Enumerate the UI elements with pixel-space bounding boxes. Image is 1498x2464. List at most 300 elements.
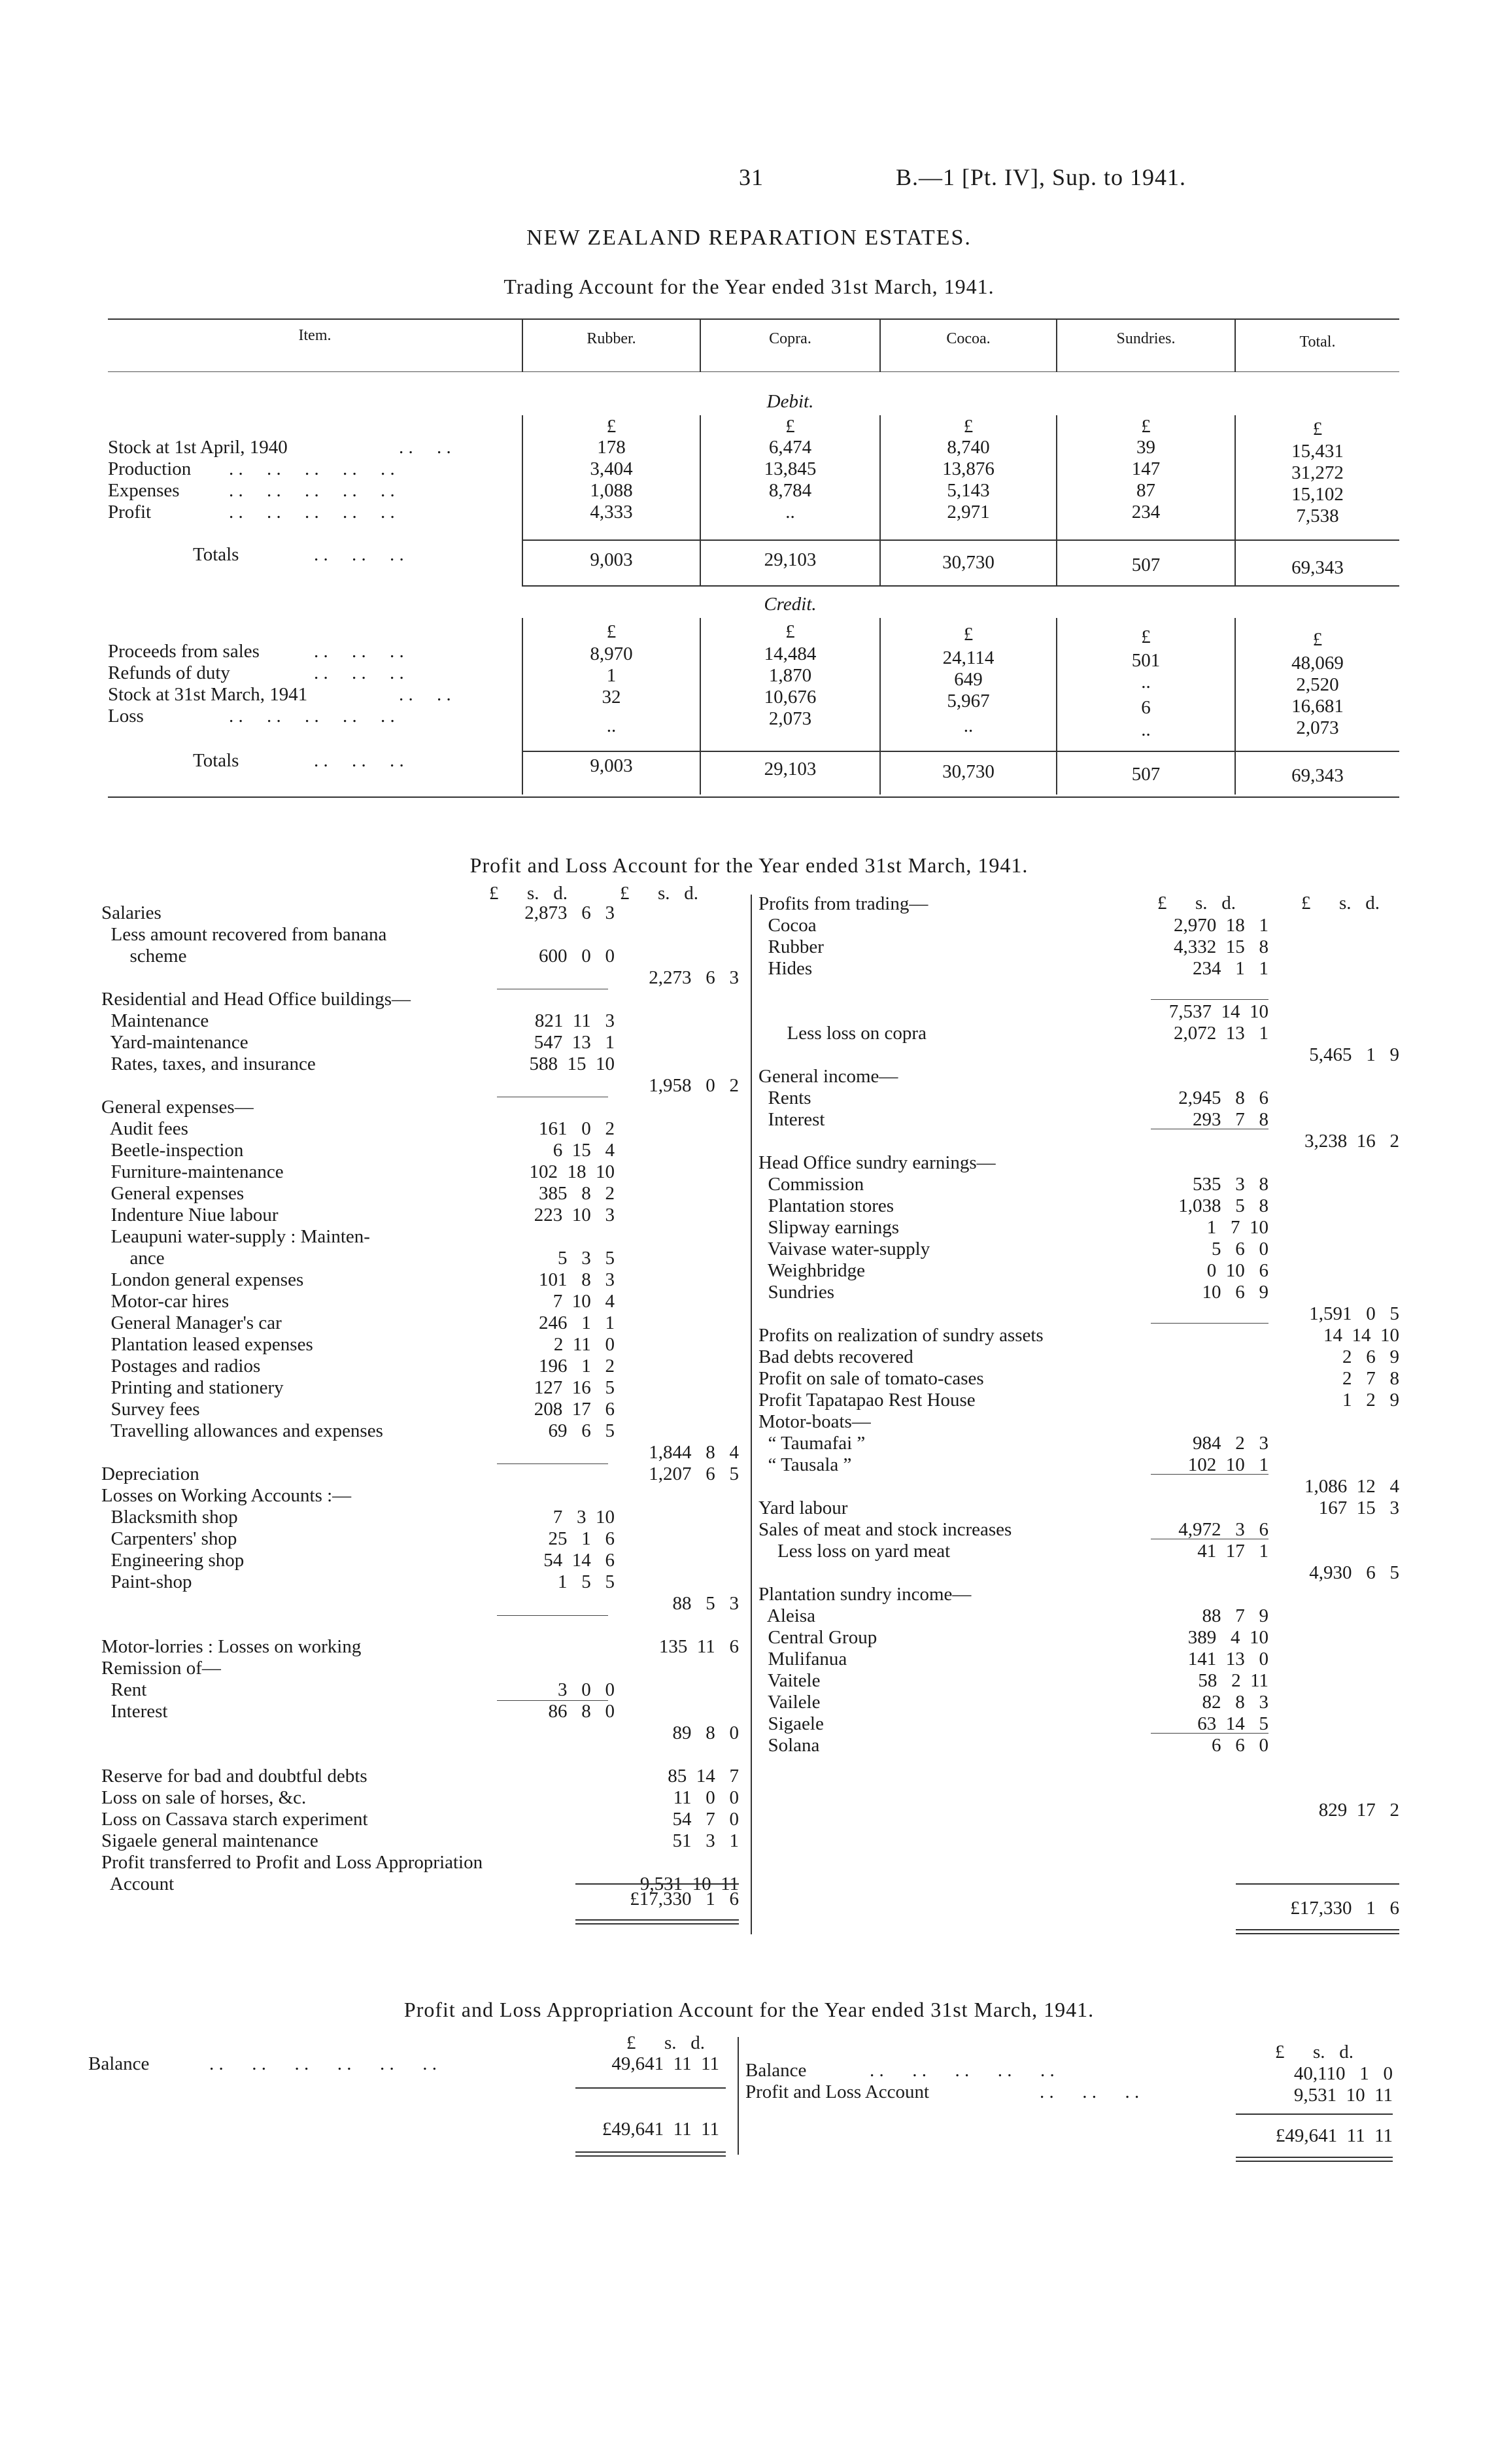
copra-cell: 2,073 bbox=[768, 708, 812, 729]
pl-amount bbox=[575, 1010, 739, 1032]
pl-amount bbox=[1242, 936, 1399, 958]
pl-amount bbox=[575, 1140, 739, 1161]
pl-line-label: Sigaele bbox=[758, 1713, 824, 1734]
cocoa-cell: 8,740 bbox=[947, 437, 990, 458]
pl-amount bbox=[575, 1205, 739, 1226]
total-cell: 48,069 bbox=[1291, 653, 1344, 674]
pl-amount: 69 6 5 bbox=[548, 1420, 615, 1441]
copra-cell: 10,676 bbox=[764, 687, 817, 708]
pl-line-label: Printing and stationery bbox=[101, 1377, 284, 1398]
appropriation-right-total: £49,641 11 11 bbox=[1275, 2125, 1393, 2146]
pl-amount: 141 13 0 bbox=[1187, 1649, 1268, 1669]
pound-sign: £ bbox=[963, 624, 974, 645]
pl-amount bbox=[1242, 1109, 1399, 1131]
total-cell: 16,681 bbox=[1291, 696, 1344, 717]
total-cell: 7,538 bbox=[1296, 505, 1339, 526]
pl-line-label: Plantation leased expenses bbox=[101, 1334, 313, 1355]
pl-amount: 102 18 10 bbox=[529, 1161, 615, 1182]
pl-line-label bbox=[101, 1744, 585, 1766]
pl-line-label: Vaitele bbox=[758, 1670, 821, 1691]
trading-title: Trading Account for the Year ended 31st March, 1941. bbox=[503, 275, 995, 298]
pl-amount bbox=[575, 1032, 739, 1053]
pl-amount bbox=[575, 1399, 739, 1420]
total-cell: 2,520 bbox=[1296, 674, 1339, 695]
pl-amount bbox=[1242, 1152, 1399, 1174]
total-cell: 69,343 bbox=[1291, 765, 1344, 786]
pl-amount: 82 8 3 bbox=[1202, 1692, 1268, 1713]
pl-amount: 5 3 5 bbox=[558, 1248, 615, 1269]
sundries-cell: 6 bbox=[1141, 697, 1151, 718]
pl-amount bbox=[1242, 1605, 1399, 1627]
pl-amount: 58 2 11 bbox=[1198, 1670, 1268, 1691]
pl-amount: 246 1 1 bbox=[539, 1312, 615, 1333]
pl-amount bbox=[575, 1852, 739, 1874]
pl-amount bbox=[575, 1701, 739, 1722]
appropriation-right-value: 9,531 10 11 bbox=[1293, 2085, 1393, 2106]
pl-line-label: Motor-car hires bbox=[101, 1291, 230, 1312]
copra-cell: 6,474 bbox=[768, 437, 812, 458]
rubber-cell: 8,970 bbox=[590, 643, 633, 664]
pl-amount bbox=[575, 1053, 739, 1075]
pl-line-label: Slipway earnings bbox=[758, 1217, 900, 1238]
sundries-cell: .. bbox=[1141, 719, 1151, 740]
pl-title: Profit and Loss Account for the Year ended 31st March, 1941. bbox=[469, 853, 1029, 877]
pound-sign: £ bbox=[785, 621, 795, 642]
pl-line-label: Loss on Cassava starch experiment bbox=[101, 1809, 368, 1830]
pl-amount bbox=[1242, 980, 1399, 1001]
total-cell: 15,102 bbox=[1291, 484, 1344, 505]
row-item: Loss bbox=[108, 706, 144, 727]
total-cell: 15,431 bbox=[1291, 441, 1344, 462]
pl-amount bbox=[575, 946, 739, 967]
sundries-cell: 147 bbox=[1131, 458, 1161, 479]
cocoa-cell: 5,967 bbox=[947, 691, 990, 711]
pl-amount: 25 1 6 bbox=[548, 1528, 615, 1549]
row-item: Stock at 1st April, 1940 bbox=[108, 437, 288, 458]
pound-sign: £ bbox=[963, 416, 974, 437]
pl-amount: 389 4 10 bbox=[1187, 1627, 1268, 1648]
lsd-header: £ s. d. bbox=[489, 883, 568, 904]
pl-line-label: Bad debts recovered bbox=[758, 1346, 913, 1367]
pl-line-label: General expenses bbox=[101, 1183, 245, 1204]
pl-line-label: Engineering shop bbox=[101, 1550, 245, 1571]
pl-amount bbox=[1242, 1541, 1399, 1562]
pl-amount: 54 7 0 bbox=[672, 1809, 739, 1830]
pl-line-label: Rent bbox=[101, 1679, 147, 1700]
col-item: Item. bbox=[298, 327, 332, 344]
copra-cell: 13,845 bbox=[764, 458, 817, 479]
pl-right-outer bbox=[1242, 893, 1399, 1821]
pl-amount: 547 13 1 bbox=[534, 1032, 615, 1053]
col-sundries: Sundries. bbox=[1116, 330, 1176, 347]
pl-amount: 14 14 10 bbox=[1323, 1325, 1399, 1346]
col-cocoa: Cocoa. bbox=[946, 330, 991, 347]
pl-amount: 829 17 2 bbox=[1318, 1800, 1399, 1821]
pl-amount: 1,038 5 8 bbox=[1178, 1195, 1268, 1216]
pl-amount: 7 10 4 bbox=[553, 1291, 615, 1312]
pl-amount bbox=[575, 1420, 739, 1442]
pl-amount: 196 1 2 bbox=[539, 1356, 615, 1377]
pl-line-label: Commission bbox=[758, 1174, 864, 1195]
pl-line-label: Less amount recovered from banana bbox=[101, 924, 387, 945]
pound-sign: £ bbox=[606, 416, 617, 437]
sundries-cell: .. bbox=[1141, 672, 1151, 693]
pl-line-label: Interest bbox=[101, 1701, 168, 1722]
pl-line-label: Depreciation bbox=[101, 1463, 199, 1484]
pl-line-label: General expenses— bbox=[101, 1097, 254, 1118]
pl-amount bbox=[575, 1485, 739, 1507]
copra-cell: 29,103 bbox=[764, 549, 817, 570]
pl-amount bbox=[1242, 1454, 1399, 1476]
lsd-header: £ s. d. bbox=[1157, 893, 1236, 914]
pl-amount: 89 8 0 bbox=[672, 1722, 739, 1743]
cocoa-cell: 24,114 bbox=[942, 647, 995, 668]
pl-amount bbox=[1242, 1649, 1399, 1670]
lsd-header: £ s. d. bbox=[626, 2032, 706, 2053]
sundries-cell: 234 bbox=[1131, 502, 1161, 522]
pl-amount: 7,537 14 10 bbox=[1168, 1001, 1268, 1022]
cocoa-cell: 30,730 bbox=[942, 761, 995, 782]
copra-cell: 29,103 bbox=[764, 759, 817, 779]
pl-line-label: Less loss on copra bbox=[758, 1023, 927, 1044]
pl-amount bbox=[1242, 1584, 1399, 1605]
pl-amount: 6 15 4 bbox=[553, 1140, 615, 1161]
pl-amount: 293 7 8 bbox=[1193, 1109, 1268, 1130]
sundries-cell: 507 bbox=[1131, 555, 1161, 575]
pl-amount: 984 2 3 bbox=[1193, 1433, 1268, 1454]
pound-sign: £ bbox=[1312, 629, 1323, 650]
pl-amount bbox=[1242, 1282, 1399, 1303]
pl-line-label: Furniture-maintenance bbox=[101, 1161, 284, 1182]
pl-amount bbox=[575, 902, 739, 924]
pl-line-label: London general expenses bbox=[101, 1269, 304, 1290]
pl-line-label: Aleisa bbox=[758, 1605, 815, 1626]
pl-amount bbox=[575, 1097, 739, 1118]
total-cell: 2,073 bbox=[1296, 717, 1339, 738]
pl-amount: 161 0 2 bbox=[539, 1118, 615, 1139]
pl-amount: 88 7 9 bbox=[1202, 1605, 1268, 1626]
pl-amount: 41 17 1 bbox=[1197, 1541, 1268, 1562]
total-cell: 69,343 bbox=[1291, 557, 1344, 578]
row-item: Totals bbox=[193, 750, 239, 771]
pl-amount bbox=[1242, 1735, 1399, 1756]
row-item: Production bbox=[108, 458, 192, 479]
copra-cell: 8,784 bbox=[768, 480, 812, 501]
pl-amount bbox=[575, 1377, 739, 1399]
pl-amount bbox=[575, 1528, 739, 1550]
pl-amount: 2 6 9 bbox=[1342, 1346, 1399, 1367]
pl-amount: 167 15 3 bbox=[1318, 1497, 1399, 1518]
row-item: Proceeds from sales bbox=[108, 641, 260, 662]
pl-amount: 3 0 0 bbox=[558, 1679, 615, 1700]
pl-line-label: Motor-lorries : Losses on working bbox=[101, 1636, 362, 1657]
pl-line-label: Survey fees bbox=[101, 1399, 200, 1420]
pl-amount: 86 8 0 bbox=[548, 1701, 615, 1722]
debit-label: Debit. bbox=[766, 391, 814, 412]
pl-line-label: Travelling allowances and expenses bbox=[101, 1420, 383, 1441]
pl-amount bbox=[575, 1248, 739, 1269]
rubber-cell: 3,404 bbox=[590, 458, 633, 479]
pl-amount: 88 5 3 bbox=[672, 1593, 739, 1614]
row-item: Totals bbox=[193, 544, 239, 565]
pl-amount bbox=[575, 1356, 739, 1377]
pl-line-label: Profits on realization of sundry assets bbox=[758, 1325, 1044, 1346]
pl-line-label: Reserve for bad and doubtful debts bbox=[101, 1766, 367, 1787]
pl-line-label: Yard-maintenance bbox=[101, 1032, 248, 1053]
pl-line-label: Hides bbox=[758, 958, 813, 979]
col-rubber: Rubber. bbox=[587, 330, 636, 347]
row-item: Stock at 31st March, 1941 bbox=[108, 684, 308, 705]
pl-line-label: Blacksmith shop bbox=[101, 1507, 238, 1528]
pl-amount: 2,970 18 1 bbox=[1174, 915, 1268, 936]
pl-line-label bbox=[101, 1722, 585, 1744]
pl-amount: 2,873 6 3 bbox=[524, 902, 615, 923]
pl-line-label: Motor-boats— bbox=[758, 1411, 871, 1432]
pl-amount: 4,930 6 5 bbox=[1309, 1562, 1399, 1583]
pl-line-label: Account bbox=[101, 1874, 175, 1894]
pl-amount bbox=[575, 1226, 739, 1248]
pl-amount: 11 0 0 bbox=[673, 1787, 739, 1808]
pl-amount: 1 7 10 bbox=[1206, 1217, 1268, 1238]
pl-amount: 1,958 0 2 bbox=[649, 1075, 739, 1096]
pl-line-label: Sales of meat and stock increases bbox=[758, 1519, 1012, 1540]
pl-amount bbox=[575, 1118, 739, 1140]
org-title: NEW ZEALAND REPARATION ESTATES. bbox=[526, 226, 972, 250]
pound-sign: £ bbox=[606, 621, 617, 642]
pl-left-total: £17,330 1 6 bbox=[630, 1889, 739, 1909]
pl-amount: 1,086 12 4 bbox=[1304, 1476, 1399, 1497]
rubber-cell: 1 bbox=[606, 665, 617, 686]
pl-line-label: “ Tausala ” bbox=[758, 1454, 852, 1475]
pl-line-label: “ Taumafai ” bbox=[758, 1433, 866, 1454]
pl-amount bbox=[575, 1571, 739, 1593]
pl-amount bbox=[1242, 1195, 1399, 1217]
pl-line-label: Cocoa bbox=[758, 915, 817, 936]
pl-amount bbox=[575, 1615, 739, 1636]
pl-amount: 234 1 1 bbox=[1193, 958, 1268, 979]
pl-amount: 2 7 8 bbox=[1342, 1368, 1399, 1389]
pl-right-total: £17,330 1 6 bbox=[1290, 1898, 1399, 1919]
pl-amount: 7 3 10 bbox=[553, 1507, 615, 1528]
sundries-cell: 39 bbox=[1136, 437, 1155, 458]
pl-amount: 127 16 5 bbox=[534, 1377, 615, 1398]
appropriation-left-label: Balance bbox=[88, 2053, 150, 2074]
pl-amount bbox=[1242, 893, 1399, 915]
rubber-cell: 4,333 bbox=[590, 502, 633, 522]
pl-amount bbox=[1242, 1217, 1399, 1239]
pl-amount bbox=[575, 1269, 739, 1291]
pl-amount bbox=[575, 1507, 739, 1528]
pl-line-label: Paint-shop bbox=[101, 1571, 192, 1592]
rubber-cell: 32 bbox=[602, 687, 621, 708]
pl-amount: 2,273 6 3 bbox=[649, 967, 739, 988]
cocoa-cell: 2,971 bbox=[947, 502, 990, 522]
pl-amount: 6 6 0 bbox=[1212, 1735, 1268, 1756]
copra-cell: 14,484 bbox=[764, 643, 817, 664]
pl-amount: 588 15 10 bbox=[529, 1053, 615, 1074]
pl-amount: 102 10 1 bbox=[1187, 1454, 1268, 1475]
row-item: Expenses bbox=[108, 480, 180, 501]
sundries-cell: 87 bbox=[1136, 480, 1155, 501]
pl-amount: 0 10 6 bbox=[1206, 1260, 1268, 1281]
pl-line-label: Vaivase water-supply bbox=[758, 1239, 930, 1259]
pl-amount bbox=[1242, 1778, 1399, 1800]
lsd-header: £ s. d. bbox=[620, 883, 699, 904]
pl-line-label: Central Group bbox=[758, 1627, 877, 1648]
pl-line-label: Rents bbox=[758, 1087, 811, 1108]
pl-line-label: Carpenters' shop bbox=[101, 1528, 237, 1549]
pound-sign: £ bbox=[1141, 416, 1151, 437]
pl-line-label: Sigaele general maintenance bbox=[101, 1830, 318, 1851]
pl-amount: 5,465 1 9 bbox=[1309, 1044, 1399, 1065]
pl-amount: 135 11 6 bbox=[658, 1636, 739, 1657]
pl-line-label: Solana bbox=[758, 1735, 820, 1756]
pl-amount bbox=[575, 1658, 739, 1679]
pl-amount bbox=[575, 1183, 739, 1205]
pl-amount bbox=[1242, 1001, 1399, 1023]
pl-amount: 101 8 3 bbox=[539, 1269, 615, 1290]
pl-line-label: Profit Tapatapao Rest House bbox=[758, 1390, 976, 1411]
pl-line-label: Profit transferred to Profit and Loss Appropriation bbox=[101, 1852, 483, 1873]
pl-amount: 1,844 8 4 bbox=[649, 1442, 739, 1463]
pl-amount bbox=[1242, 1023, 1399, 1044]
pl-amount: 1,591 0 5 bbox=[1309, 1303, 1399, 1324]
pl-amount bbox=[575, 1679, 739, 1701]
pl-line-label: Plantation stores bbox=[758, 1195, 894, 1216]
col-total: Total. bbox=[1299, 334, 1336, 351]
pl-line-label: Sundries bbox=[758, 1282, 834, 1303]
appropriation-right-label: Balance bbox=[745, 2060, 807, 2081]
pl-line-label: Mulifanua bbox=[758, 1649, 847, 1669]
pl-amount bbox=[1242, 915, 1399, 936]
pl-amount: 223 10 3 bbox=[534, 1205, 615, 1225]
pl-amount bbox=[1242, 1411, 1399, 1433]
pl-line-label: General income— bbox=[758, 1066, 898, 1087]
pl-line-label: General Manager's car bbox=[101, 1312, 282, 1333]
page-number: 31 bbox=[739, 164, 764, 190]
pl-amount: 1 5 5 bbox=[558, 1571, 615, 1592]
pl-line-label: Maintenance bbox=[101, 1010, 209, 1031]
pl-amount bbox=[575, 1291, 739, 1312]
pl-amount bbox=[575, 1312, 739, 1334]
pl-amount: 51 3 1 bbox=[672, 1830, 739, 1851]
appropriation-left-total: £49,641 11 11 bbox=[602, 2119, 719, 2140]
pound-sign: £ bbox=[785, 416, 795, 437]
pl-amount bbox=[575, 1161, 739, 1183]
pl-line-label: Less loss on yard meat bbox=[758, 1541, 951, 1562]
lsd-header: £ s. d. bbox=[1275, 2042, 1354, 2062]
pl-line-label: Plantation sundry income— bbox=[758, 1584, 972, 1605]
pl-amount: 10 6 9 bbox=[1202, 1282, 1268, 1303]
pl-amount: 2,072 13 1 bbox=[1174, 1023, 1268, 1044]
rubber-cell: 178 bbox=[597, 437, 626, 458]
cocoa-cell: 13,876 bbox=[942, 458, 995, 479]
appropriation-title: Profit and Loss Appropriation Account for the Year ended 31st March, 1941. bbox=[403, 1998, 1095, 2021]
pl-line-label: Profit on sale of tomato-cases bbox=[758, 1368, 984, 1389]
row-item: Refunds of duty bbox=[108, 662, 230, 683]
pl-amount: 535 3 8 bbox=[1193, 1174, 1268, 1195]
pl-line-label: Residential and Head Office buildings— bbox=[101, 989, 411, 1010]
sundries-cell: 501 bbox=[1131, 650, 1161, 671]
pl-amount: 821 11 3 bbox=[534, 1010, 615, 1031]
pl-line-label: Weighbridge bbox=[758, 1260, 866, 1281]
pl-line-label: Salaries bbox=[101, 902, 162, 923]
pound-sign: £ bbox=[1312, 419, 1323, 439]
col-copra: Copra. bbox=[769, 330, 811, 347]
pl-amount: 3,238 16 2 bbox=[1304, 1131, 1399, 1152]
sundries-cell: 507 bbox=[1131, 764, 1161, 785]
rubber-cell: 1,088 bbox=[590, 480, 633, 501]
pl-line-label: Loss on sale of horses, &c. bbox=[101, 1787, 307, 1808]
pl-line-label: Vailele bbox=[758, 1692, 821, 1713]
cocoa-cell: 30,730 bbox=[942, 552, 995, 573]
pl-amount: 54 14 6 bbox=[543, 1550, 615, 1571]
pl-amount bbox=[1242, 958, 1399, 980]
pl-line-label: Yard labour bbox=[758, 1497, 848, 1518]
appropriation-left-value: 49,641 11 11 bbox=[611, 2053, 719, 2074]
pl-amount: 2,945 8 6 bbox=[1178, 1087, 1268, 1108]
pl-amount: 4,332 15 8 bbox=[1174, 936, 1268, 957]
appropriation-right-value: 40,110 1 0 bbox=[1293, 2063, 1393, 2084]
pl-line-label: Indenture Niue labour bbox=[101, 1205, 279, 1225]
appropriation-right-label: Profit and Loss Account bbox=[745, 2081, 930, 2102]
cocoa-cell: 649 bbox=[954, 669, 983, 690]
cocoa-cell: 5,143 bbox=[947, 480, 990, 501]
pl-amount bbox=[575, 1744, 739, 1766]
pl-line-label: Remission of— bbox=[101, 1658, 221, 1679]
pl-amount bbox=[1242, 1087, 1399, 1109]
pl-amount bbox=[1242, 1066, 1399, 1087]
pl-line-label: Rubber bbox=[758, 936, 824, 957]
credit-label: Credit. bbox=[764, 594, 817, 615]
pl-line-label: Audit fees bbox=[101, 1118, 188, 1139]
pl-line-label: Rates, taxes, and insurance bbox=[101, 1053, 316, 1074]
pl-line-label: Interest bbox=[758, 1109, 825, 1130]
pl-amount: 208 17 6 bbox=[534, 1399, 615, 1420]
pl-amount: 600 0 0 bbox=[539, 946, 615, 967]
cocoa-cell: .. bbox=[963, 715, 974, 736]
pl-amount bbox=[575, 924, 739, 946]
pl-amount bbox=[1242, 1260, 1399, 1282]
pl-amount: 4,972 3 6 bbox=[1178, 1519, 1268, 1540]
pl-line-label: Beetle-inspection bbox=[101, 1140, 244, 1161]
rubber-cell: 9,003 bbox=[590, 755, 633, 776]
pl-amount bbox=[1242, 1519, 1399, 1541]
document-reference: B.—1 [Pt. IV], Sup. to 1941. bbox=[896, 164, 1187, 190]
pl-line-label: Profits from trading— bbox=[758, 893, 928, 914]
pl-amount: 63 14 5 bbox=[1197, 1713, 1268, 1734]
pl-line-label: Postages and radios bbox=[101, 1356, 261, 1377]
pl-line-label: scheme bbox=[101, 946, 187, 967]
pl-amount: 1 2 9 bbox=[1342, 1390, 1399, 1411]
pl-amount bbox=[1242, 1692, 1399, 1713]
pl-amount bbox=[575, 989, 739, 1010]
pl-amount: 385 8 2 bbox=[539, 1183, 615, 1204]
pound-sign: £ bbox=[1141, 626, 1151, 647]
pl-amount: 9,531 10 11 bbox=[639, 1874, 739, 1894]
rubber-cell: .. bbox=[606, 715, 617, 736]
pl-amount bbox=[1242, 1713, 1399, 1735]
pl-amount bbox=[1242, 1433, 1399, 1454]
copra-cell: 1,870 bbox=[768, 665, 812, 686]
pl-line-label: Leaupuni water-supply : Mainten- bbox=[101, 1226, 370, 1247]
pl-amount bbox=[1242, 1239, 1399, 1260]
pl-amount: 2 11 0 bbox=[553, 1334, 615, 1355]
pl-line-label: Losses on Working Accounts :— bbox=[101, 1485, 352, 1506]
pl-amount bbox=[1242, 1627, 1399, 1649]
total-cell: 31,272 bbox=[1291, 462, 1344, 483]
pl-amount bbox=[575, 1550, 739, 1571]
